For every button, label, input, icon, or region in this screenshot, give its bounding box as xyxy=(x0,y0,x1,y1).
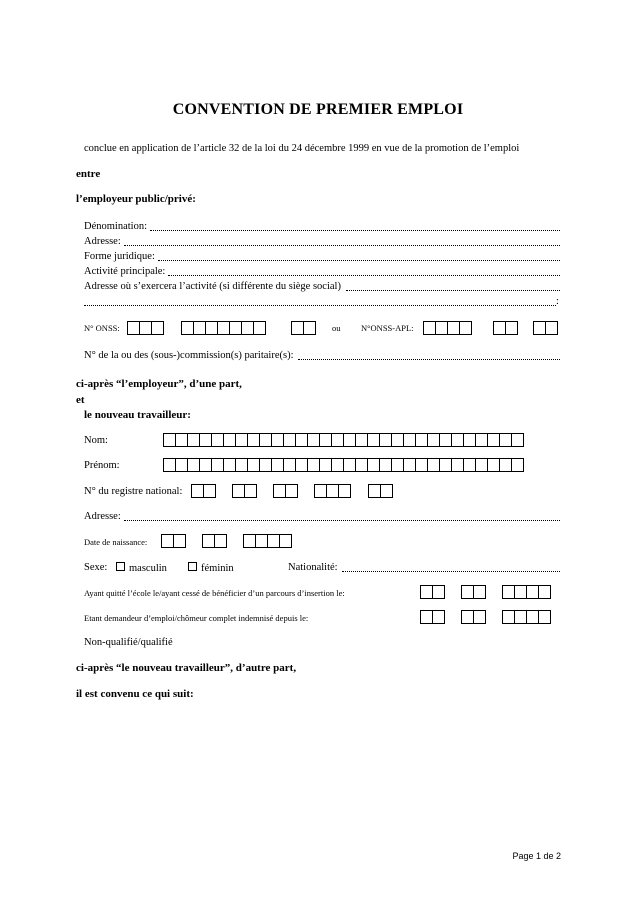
prenom-boxes[interactable] xyxy=(163,458,523,472)
naissance-month[interactable] xyxy=(202,534,226,548)
forme-juridique-label: Forme juridique: xyxy=(84,251,155,262)
worker-adresse-field[interactable] xyxy=(124,520,560,521)
prenom-label: Prénom: xyxy=(84,460,120,471)
registre-group-4[interactable] xyxy=(314,484,350,498)
onss-group-1[interactable] xyxy=(127,321,163,335)
convenu-label: il est convenu ce qui suit: xyxy=(76,688,194,700)
page-title: CONVENTION DE PREMIER EMPLOI xyxy=(172,101,464,118)
onss-apl-label: N°ONSS-APL: xyxy=(361,323,414,333)
demandeur-day[interactable] xyxy=(420,610,444,624)
activite-field[interactable] xyxy=(168,275,560,276)
ecole-day[interactable] xyxy=(420,585,444,599)
feminin-label: féminin xyxy=(201,563,234,574)
worker-adresse-label: Adresse: xyxy=(84,511,121,522)
naissance-label: Date de naissance: xyxy=(84,537,148,547)
adresse-activite-field[interactable] xyxy=(346,290,560,291)
registre-group-2[interactable] xyxy=(232,484,256,498)
worker-heading: le nouveau travailleur: xyxy=(84,409,191,421)
ecole-label: Ayant quitté l’école le/ayant cessé de bénéficier d’un parcours d’insertion le: xyxy=(84,588,345,598)
onss-label: N° ONSS: xyxy=(84,323,120,333)
demandeur-year[interactable] xyxy=(502,610,550,624)
nom-boxes[interactable] xyxy=(163,433,523,447)
forme-juridique-field[interactable] xyxy=(158,260,560,261)
commission-field[interactable] xyxy=(298,359,560,360)
worker-ref: ci-après “le nouveau travailleur”, d’autre part, xyxy=(76,662,297,674)
masculin-option[interactable] xyxy=(116,562,167,574)
nom-char-box[interactable] xyxy=(511,433,524,447)
naissance-year[interactable] xyxy=(243,534,291,548)
activite-label: Activité principale: xyxy=(84,266,166,277)
registre-label: N° du registre national: xyxy=(84,486,183,497)
adresse-activite-field-2[interactable] xyxy=(84,305,556,306)
entre-label: entre xyxy=(76,168,101,180)
employer-ref: ci-après “l’employeur”, d’une part, xyxy=(76,378,242,390)
naissance-day[interactable] xyxy=(161,534,185,548)
feminin-option[interactable] xyxy=(188,562,234,574)
adresse-activite-label: Adresse où s’exercera l’activité (si différente du siège social) xyxy=(84,281,341,292)
onss-apl-group-2[interactable] xyxy=(493,321,517,335)
ou-label: ou xyxy=(332,323,341,333)
nationalite-label: Nationalité: xyxy=(288,562,338,573)
end-colon: : xyxy=(556,296,559,307)
feminin-checkbox[interactable] xyxy=(188,562,197,571)
nom-label: Nom: xyxy=(84,435,108,446)
employer-heading: l’employeur public/privé: xyxy=(76,193,196,205)
demandeur-month[interactable] xyxy=(461,610,485,624)
commission-label: N° de la ou des (sous-)commission(s) paritaire(s): xyxy=(84,350,294,361)
sexe-label: Sexe: xyxy=(84,562,108,573)
nationalite-field[interactable] xyxy=(342,571,560,572)
registre-group-1[interactable] xyxy=(191,484,215,498)
denomination-field[interactable] xyxy=(150,230,560,231)
onss-group-2[interactable] xyxy=(181,321,265,335)
page-number: Page 1 de 2 xyxy=(512,851,561,861)
prenom-char-box[interactable] xyxy=(511,458,524,472)
masculin-label: masculin xyxy=(129,563,167,574)
qualifie-label: Non-qualifié/qualifié xyxy=(84,637,173,648)
registre-group-3[interactable] xyxy=(273,484,297,498)
et-label: et xyxy=(76,394,85,406)
ecole-year[interactable] xyxy=(502,585,550,599)
onss-apl-group-3[interactable] xyxy=(533,321,557,335)
subtitle: conclue en application de l’article 32 de la loi du 24 décembre 1999 en vue de la promotion de l’emploi xyxy=(84,143,520,154)
onss-group-3[interactable] xyxy=(291,321,315,335)
registre-group-5[interactable] xyxy=(368,484,392,498)
denomination-label: Dénomination: xyxy=(84,221,147,232)
adresse-label: Adresse: xyxy=(84,236,121,247)
adresse-field[interactable] xyxy=(124,245,560,246)
masculin-checkbox[interactable] xyxy=(116,562,125,571)
ecole-month[interactable] xyxy=(461,585,485,599)
demandeur-label: Etant demandeur d’emploi/chômeur complet indemnisé depuis le: xyxy=(84,613,309,623)
onss-apl-group-1[interactable] xyxy=(423,321,471,335)
